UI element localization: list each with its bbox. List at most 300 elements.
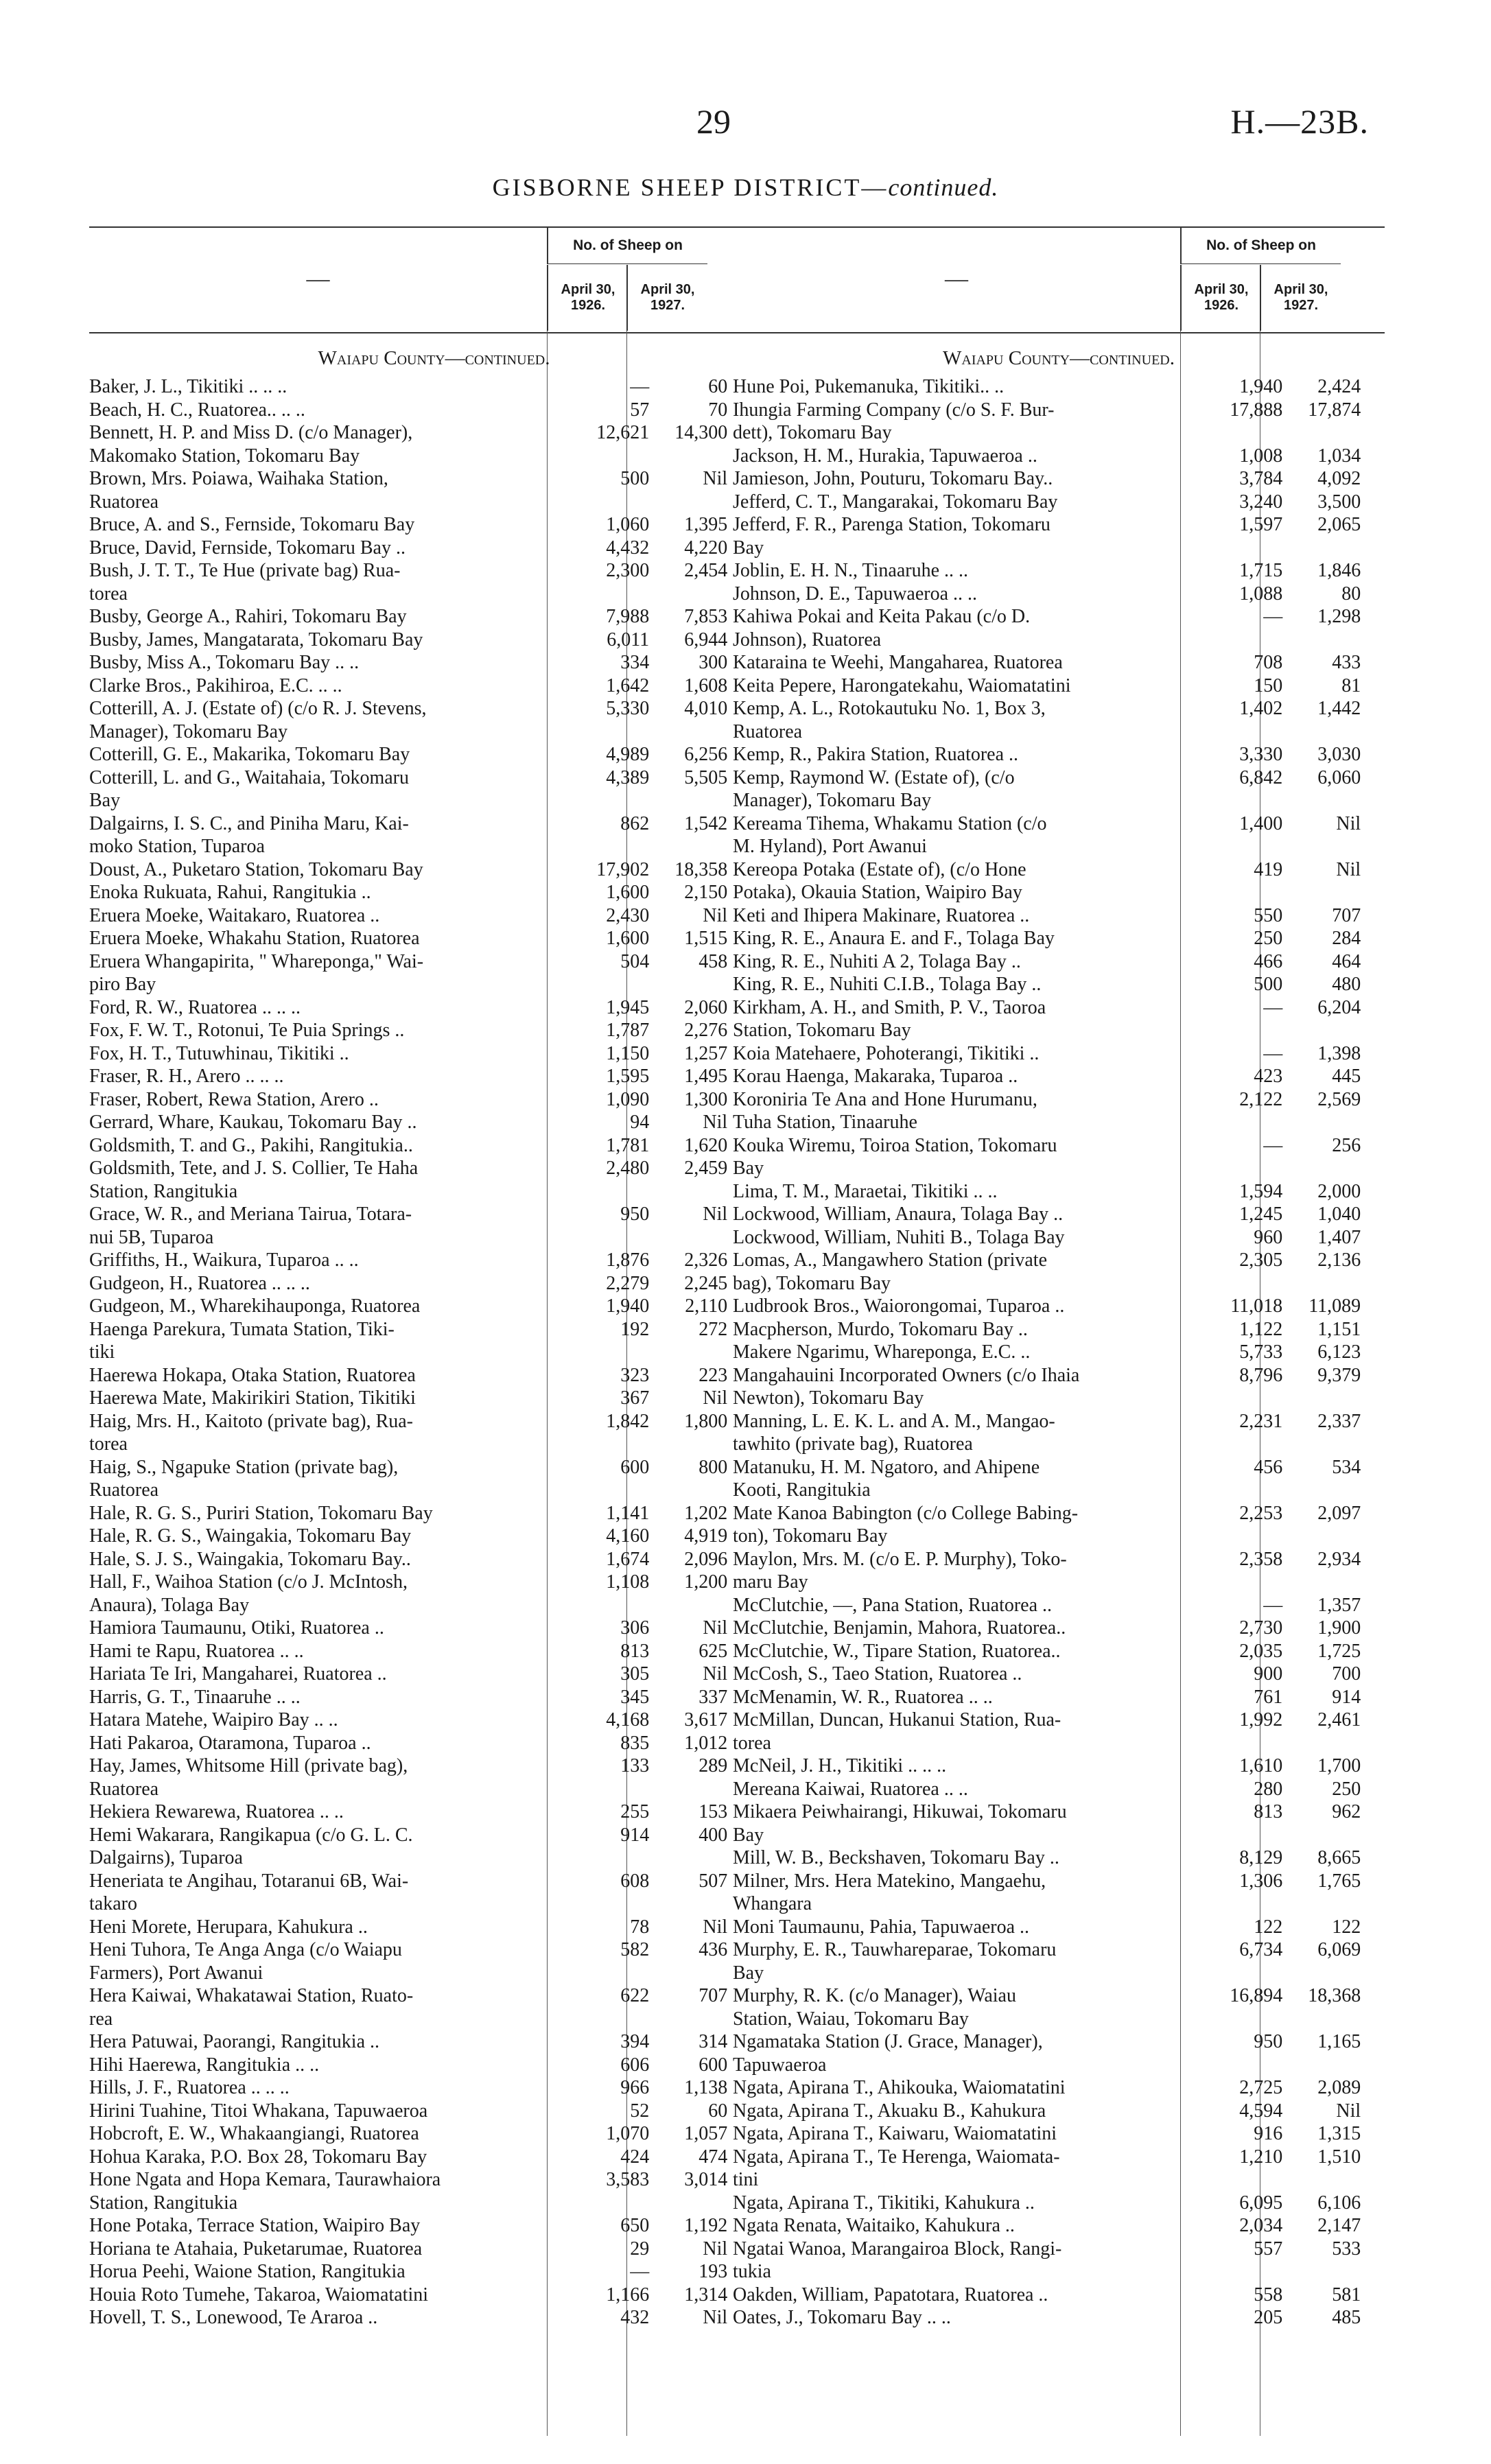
sheep-1926: 1,122: [1239, 1318, 1283, 1340]
sheep-1926: 16,894: [1230, 1985, 1283, 2006]
table-row: [733, 1180, 1385, 1204]
sheep-1926: 960: [1254, 1226, 1283, 1248]
sheep-1926: 1,400: [1239, 812, 1283, 834]
sheep-1926: 456: [1254, 1456, 1283, 1478]
owner-name: [733, 1134, 1207, 1180]
sheep-1926: 78: [630, 1916, 650, 1938]
owner-name: [89, 904, 574, 928]
sheep-1927: 14,300: [674, 422, 728, 443]
table-row: [733, 973, 1385, 996]
owner-name-line: Kirkham, A. H., and Smith, P. V., Taoroa: [733, 996, 1046, 1018]
sheep-1927: 1,495: [684, 1066, 728, 1087]
owner-name-line: Johnson, D. E., Tapuwaeroa .. ..: [733, 583, 978, 605]
sheep-1927: 18,358: [674, 858, 728, 880]
owner-name: [733, 651, 1207, 674]
table-row: [89, 1617, 779, 1640]
sheep-1927: 6,106: [1317, 2192, 1361, 2214]
sheep-1926: 4,989: [606, 744, 650, 765]
owner-name: [89, 1824, 574, 1870]
owner-name-line: Koia Matehaere, Pohoterangi, Tikitiki ..: [733, 1042, 1040, 1064]
owner-name: [733, 1065, 1207, 1088]
sheep-1926: 17,902: [596, 858, 650, 880]
owner-name-line: Kemp, A. L., Rotokautuku No. 1, Box 3,: [733, 698, 1046, 719]
table-body: [733, 347, 1385, 2330]
sheep-1927: 1,151: [1317, 1318, 1361, 1340]
table-row: [89, 2100, 779, 2123]
owner-name: [89, 858, 574, 882]
owner-name-line: Fox, H. T., Tutuwhinau, Tikitiki ..: [89, 1042, 349, 1064]
owner-name-continuation: ton), Tokomaru Bay: [733, 1525, 888, 1547]
owner-name-line: King, R. E., Nuhiti C.I.B., Tolaga Bay ..: [733, 974, 1042, 995]
table-row: [733, 1984, 1385, 2030]
sheep-1927: 914: [1332, 1686, 1361, 1708]
sheep-1926: 8,129: [1239, 1847, 1283, 1868]
sheep-1927: 60: [708, 2100, 728, 2122]
sheep-1927: 1,165: [1317, 2031, 1361, 2052]
owner-name-line: Haig, S., Ngapuke Station (private bag),: [89, 1456, 399, 1478]
owner-name: [733, 1778, 1207, 1801]
table-row: [733, 950, 1385, 974]
right-table: [733, 226, 1385, 2436]
table-row: [89, 1916, 779, 1939]
sheep-1927: 8,665: [1317, 1847, 1361, 1868]
sheep-1927: 6,204: [1317, 996, 1361, 1018]
sheep-1927: 962: [1332, 1801, 1361, 1822]
owner-name-line: Enoka Rukuata, Rahui, Rangitukia ..: [89, 882, 371, 903]
table-row: [733, 1870, 1385, 1916]
owner-name: [733, 2284, 1207, 2307]
owner-name-continuation: Station, Waiau, Tokomaru Bay: [733, 2008, 969, 2030]
table-row: [89, 1410, 779, 1456]
owner-name: [89, 1410, 574, 1456]
owner-name-line: Hami te Rapu, Ruatorea .. ..: [89, 1640, 304, 1662]
table-row: [733, 1088, 1385, 1134]
sheep-1926: 2,358: [1239, 1548, 1283, 1570]
owner-name: [733, 1916, 1207, 1939]
owner-name-line: Heneriata te Angihau, Totaranui 6B, Wai-: [89, 1870, 409, 1892]
table-header: [89, 226, 779, 333]
owner-name: [89, 399, 574, 422]
owner-name: [733, 1341, 1207, 1364]
sheep-1926: 2,035: [1239, 1640, 1283, 1662]
sheep-1926: 3,583: [606, 2169, 650, 2190]
table-row: [733, 467, 1385, 491]
table-row: [733, 1295, 1385, 1318]
table-row: [89, 2214, 779, 2238]
owner-name-line: Kataraina te Weehi, Mangaharea, Ruatorea: [733, 652, 1063, 673]
table-row: [733, 399, 1385, 445]
table-row: [89, 1272, 779, 1295]
owner-name-line: Cotterill, L. and G., Waitahaia, Tokomaru: [89, 766, 409, 788]
owner-name: [733, 674, 1207, 698]
owner-name-line: Kouka Wiremu, Toiroa Station, Tokomaru: [733, 1134, 1057, 1156]
sheep-1927: Nil: [703, 1916, 728, 1938]
sheep-1926: 1,008: [1239, 445, 1283, 467]
sheep-1927: 2,424: [1317, 376, 1361, 397]
owner-name: [733, 2030, 1207, 2076]
page-number: 29: [696, 102, 731, 141]
owner-name-line: Murphy, E. R., Tauwhareparae, Tokomaru: [733, 1939, 1057, 1960]
sheep-1926: 1,642: [606, 674, 650, 696]
owner-name-continuation: Station, Rangitukia: [89, 1180, 238, 1202]
sheep-1926: 250: [1254, 928, 1283, 949]
sheep-1927: Nil: [1336, 858, 1361, 880]
owner-name: [89, 467, 574, 513]
sheep-1927: 2,569: [1317, 1088, 1361, 1110]
sheep-1926: 1,842: [606, 1410, 650, 1432]
owner-name-line: Joblin, E. H. N., Tinaaruhe .. ..: [733, 560, 968, 581]
table-row: [733, 1226, 1385, 1249]
owner-name: [89, 629, 574, 652]
table-row: [89, 1984, 779, 2030]
owner-name-line: Hobcroft, E. W., Whakaangiangi, Ruatorea: [89, 2123, 419, 2144]
sheep-1926: —: [1263, 1134, 1283, 1156]
owner-name-line: Hatara Matehe, Waipiro Bay .. ..: [89, 1709, 338, 1730]
owner-name-continuation: piro Bay: [89, 974, 156, 995]
table-row: [89, 697, 779, 743]
owner-name: [89, 1709, 574, 1732]
owner-name-continuation: Johnson), Ruatorea: [733, 629, 882, 650]
owner-name-line: Oakden, William, Papatotara, Ruatorea ..: [733, 2284, 1048, 2305]
table-header: [733, 226, 1385, 333]
sheep-1927: Nil: [703, 2238, 728, 2260]
sheep-1927: 289: [698, 1755, 728, 1776]
owner-name-line: Bruce, David, Fernside, Tokomaru Bay ..: [89, 537, 406, 559]
owner-name-continuation: M. Hyland), Port Awanui: [733, 836, 927, 857]
sheep-1926: 1,876: [606, 1249, 650, 1271]
table-row: [89, 513, 779, 537]
owner-name-line: Lomas, A., Mangawhero Station (private: [733, 1249, 1048, 1271]
sheep-1926: 323: [620, 1364, 650, 1386]
owner-name-continuation: Bay: [89, 790, 121, 811]
owner-name-line: McCosh, S., Taeo Station, Ruatorea ..: [733, 1663, 1022, 1685]
owner-name: [89, 1502, 574, 1525]
owner-name: [89, 2146, 574, 2169]
owner-name-line: Harris, G. T., Tinaaruhe .. ..: [89, 1686, 301, 1708]
owner-name-line: Griffiths, H., Waikura, Tuparoa .. ..: [89, 1249, 359, 1271]
owner-name-line: Haerewa Hokapa, Otaka Station, Ruatorea: [89, 1364, 416, 1386]
sheep-1927: Nil: [1336, 812, 1361, 834]
table-row: [733, 1364, 1385, 1410]
sheep-1926: 4,160: [606, 1525, 650, 1547]
owner-name-continuation: Kooti, Rangitukia: [733, 1479, 871, 1501]
sheep-1927: 534: [1332, 1456, 1361, 1478]
table-row: [733, 2306, 1385, 2330]
table-row: [89, 766, 779, 812]
owner-name-line: Hone Ngata and Hopa Kemara, Taurawhaiora: [89, 2169, 441, 2190]
table-row: [733, 904, 1385, 928]
table-row: [89, 1134, 779, 1158]
sheep-1926: 466: [1254, 950, 1283, 972]
owner-name: [89, 743, 574, 766]
owner-name-line: Hohua Karaka, P.O. Box 28, Tokomaru Bay: [89, 2146, 427, 2168]
owner-name: [733, 605, 1207, 651]
sheep-1926: 52: [630, 2100, 650, 2122]
sheep-1927: 1,620: [684, 1134, 728, 1156]
table-row: [733, 2030, 1385, 2076]
sheep-1927: 314: [698, 2031, 728, 2052]
sheep-1927: 445: [1332, 1066, 1361, 1087]
sheep-1926: 1,715: [1239, 560, 1283, 581]
owner-name-line: Hirini Tuahine, Titoi Whakana, Tapuwaeroa: [89, 2100, 428, 2122]
owner-name-line: Mereana Kaiwai, Ruatorea .. ..: [733, 1778, 968, 1800]
sheep-1926: 558: [1254, 2284, 1283, 2305]
owner-name-line: Makere Ngarimu, Whareponga, E.C. ..: [733, 1341, 1031, 1363]
owner-name-line: Mill, W. B., Beckshaven, Tokomaru Bay ..: [733, 1847, 1059, 1868]
table-row: [89, 1755, 779, 1800]
table-row: [89, 2146, 779, 2169]
owner-name: [733, 1456, 1207, 1502]
table-row: [733, 996, 1385, 1042]
table-row: [89, 1456, 779, 1502]
owner-name: [733, 559, 1207, 583]
sheep-1926: 306: [620, 1617, 650, 1639]
sheep-1927: 1,542: [684, 812, 728, 834]
owner-name-line: Hera Kaiwai, Whakatawai Station, Ruato-: [89, 1985, 414, 2006]
owner-name: [89, 1042, 574, 1066]
owner-name: [733, 1870, 1207, 1916]
owner-name: [733, 1755, 1207, 1778]
sheep-1927: 2,065: [1317, 514, 1361, 535]
sheep-1927: 1,398: [1317, 1042, 1361, 1064]
owner-name-continuation: tiki: [89, 1341, 115, 1363]
owner-name-continuation: Manager), Tokomaru Bay: [89, 720, 288, 742]
sheep-1926: 6,011: [607, 629, 650, 650]
sheep-1927: 60: [708, 376, 728, 397]
table-row: [89, 1295, 779, 1318]
table-row: [733, 1065, 1385, 1088]
owner-name: [89, 1686, 574, 1709]
owner-name-line: McClutchie, Benjamin, Mahora, Ruatorea..: [733, 1617, 1066, 1639]
sheep-1927: 1,900: [1317, 1617, 1361, 1639]
table-row: [89, 1870, 779, 1916]
table-row: [89, 1364, 779, 1387]
owner-name: [733, 2076, 1207, 2100]
sheep-1927: 11,089: [1308, 1295, 1361, 1317]
table-row: [733, 1778, 1385, 1801]
table-row: [89, 1640, 779, 1663]
table-row: [89, 1088, 779, 1112]
owner-name-line: Heni Tuhora, Te Anga Anga (c/o Waiapu: [89, 1939, 402, 1960]
owner-name-continuation: Newton), Tokomaru Bay: [733, 1387, 924, 1409]
owner-name-line: Manning, L. E. K. L. and A. M., Mangao-: [733, 1410, 1055, 1432]
owner-name-continuation: tini: [733, 2169, 759, 2190]
owner-name-line: Eruera Whangapirita, " Whareponga," Wai-: [89, 950, 424, 972]
table-row: [733, 513, 1385, 559]
sheep-1927: 433: [1332, 652, 1361, 673]
sheep-1927: 3,617: [684, 1709, 728, 1730]
table-row: [89, 2284, 779, 2307]
sheep-1926: 500: [1254, 974, 1283, 995]
table-row: [89, 1019, 779, 1042]
sheep-1927: 2,000: [1317, 1180, 1361, 1202]
table-row: [733, 858, 1385, 904]
owner-name: [733, 743, 1207, 766]
owner-name-line: Baker, J. L., Tikitiki .. .. ..: [89, 376, 287, 397]
owner-name-continuation: Station, Tokomaru Bay: [733, 1020, 911, 1041]
sheep-1927: 4,010: [684, 698, 728, 719]
sheep-1926: 550: [1254, 904, 1283, 926]
owner-name: [89, 1640, 574, 1663]
sheep-1927: 1,200: [684, 1571, 728, 1593]
sheep-1927: 70: [708, 399, 728, 421]
owner-name-line: Clarke Bros., Pakihiroa, E.C. .. ..: [89, 674, 342, 696]
table-row: [89, 1203, 779, 1249]
owner-name-line: Hale, R. G. S., Waingakia, Tokomaru Bay: [89, 1525, 412, 1547]
owner-name: [733, 1318, 1207, 1341]
sheep-1926: 205: [1254, 2307, 1283, 2328]
owner-name-line: Ngamataka Station (J. Grace, Manager),: [733, 2031, 1043, 2052]
sheep-1926: 334: [620, 652, 650, 673]
owner-name-line: Horiana te Atahaia, Puketarumae, Ruatorea: [89, 2238, 423, 2260]
sheep-1926: 1,595: [606, 1066, 650, 1087]
description-header: —: [945, 266, 968, 292]
owner-name-continuation: tukia: [733, 2261, 771, 2282]
owner-name-continuation: torea: [89, 583, 128, 605]
table-row: [733, 1617, 1385, 1640]
table-row: [733, 1686, 1385, 1709]
owner-name-line: Eruera Moeke, Waitakaro, Ruatorea ..: [89, 904, 380, 926]
sheep-1926: 966: [620, 2077, 650, 2098]
sheep-1927: 707: [698, 1985, 728, 2006]
table-row: [89, 537, 779, 560]
owner-name: [89, 766, 574, 812]
table-body: [89, 347, 779, 2330]
owner-name-line: Oates, J., Tokomaru Bay .. ..: [733, 2307, 951, 2328]
owner-name-line: Mikaera Peiwhairangi, Hikuwai, Tokomaru: [733, 1801, 1067, 1822]
owner-name-line: Ngata, Apirana T., Te Herenga, Waiomata-: [733, 2146, 1060, 2168]
owner-name-line: Jefferd, C. T., Mangarakai, Tokomaru Bay: [733, 491, 1058, 513]
sheep-1927: 272: [698, 1318, 728, 1340]
sheep-1927: 1,192: [684, 2215, 728, 2236]
sheep-1926: 12,621: [596, 422, 650, 443]
sheep-1926: 394: [620, 2031, 650, 2052]
owner-name: [733, 513, 1207, 559]
owner-name-line: Milner, Mrs. Hera Matekino, Mangaehu,: [733, 1870, 1046, 1892]
owner-name: [733, 766, 1207, 812]
owner-name-line: Keti and Ihipera Makinare, Ruatorea ..: [733, 904, 1030, 926]
sheep-1927: 458: [698, 950, 728, 972]
owner-name-line: Koroniria Te Ana and Hone Hurumanu,: [733, 1088, 1037, 1110]
owner-name: [89, 1732, 574, 1755]
owner-name: [89, 513, 574, 537]
sheep-1926: 582: [620, 1939, 650, 1960]
owner-name: [733, 1502, 1207, 1548]
owner-name: [733, 583, 1207, 606]
sheep-1926: 950: [620, 1204, 650, 1225]
table-row: [89, 2122, 779, 2146]
table-row: [89, 421, 779, 467]
sheep-1927: 2,096: [684, 1548, 728, 1570]
owner-name-line: King, R. E., Anaura E. and F., Tolaga Bay: [733, 928, 1055, 949]
sheep-1927: 700: [1332, 1663, 1361, 1685]
owner-name: [89, 605, 574, 629]
owner-name: [89, 697, 574, 743]
sheep-1927: 4,919: [684, 1525, 728, 1547]
sheep-1927: Nil: [703, 1204, 728, 1225]
sheep-1927: 2,089: [1317, 2077, 1361, 2098]
table-row: [733, 1548, 1385, 1594]
owner-name-line: Hall, F., Waihoa Station (c/o J. McIntosh,: [89, 1571, 408, 1593]
sheep-1926: 1,992: [1239, 1709, 1283, 1730]
owner-name-line: Lima, T. M., Maraetai, Tikitiki .. ..: [733, 1180, 998, 1202]
sheep-1926: 4,389: [606, 766, 650, 788]
description-header: —: [306, 266, 330, 292]
owner-name: [733, 1410, 1207, 1456]
sheep-1926: 4,432: [606, 537, 650, 559]
owner-name: [89, 1088, 574, 1112]
document-reference: H.—23B.: [1230, 102, 1369, 141]
sheep-1926: —: [1263, 606, 1283, 627]
sheep-1927: 2,097: [1317, 1502, 1361, 1524]
sheep-1926: 1,787: [606, 1020, 650, 1041]
owner-name-continuation: Manager), Tokomaru Bay: [733, 790, 932, 811]
table-row: [733, 812, 1385, 858]
owner-name-line: Kemp, R., Pakira Station, Ruatorea ..: [733, 744, 1019, 765]
sheep-1927: 1,442: [1317, 698, 1361, 719]
owner-name-continuation: Makomako Station, Tokomaru Bay: [89, 445, 360, 467]
table-row: [89, 1249, 779, 1272]
sheep-1927: 1,034: [1317, 445, 1361, 467]
owner-name: [733, 1663, 1207, 1686]
column-1926-header: April 30, 1926.: [1180, 265, 1261, 331]
sheep-1927: Nil: [703, 468, 728, 489]
table-row: [733, 1456, 1385, 1502]
owner-name: [89, 1111, 574, 1134]
sheep-1926: 192: [620, 1318, 650, 1340]
table-row: [733, 1709, 1385, 1755]
table-row: [89, 812, 779, 858]
sheep-1927: 1,510: [1317, 2146, 1361, 2168]
sheep-1926: 122: [1254, 1916, 1283, 1938]
sheep-1926: 7,988: [606, 606, 650, 627]
table-row: [733, 1341, 1385, 1364]
table-row: [89, 1548, 779, 1571]
sheep-1926: 423: [1254, 1066, 1283, 1087]
table-row: [89, 950, 779, 996]
table-row: [733, 1203, 1385, 1226]
table-row: [89, 2054, 779, 2077]
sheep-1926: 345: [620, 1686, 650, 1708]
owner-name-continuation: Farmers), Port Awanui: [89, 1962, 263, 1984]
owner-name-line: Busby, George A., Rahiri, Tokomaru Bay: [89, 606, 407, 627]
sheep-1927: 2,150: [684, 882, 728, 903]
sheep-1926: 2,430: [606, 904, 650, 926]
owner-name-line: Hovell, T. S., Lonewood, Te Araroa ..: [89, 2307, 378, 2328]
owner-name-line: Hamiora Taumaunu, Otiki, Ruatorea ..: [89, 1617, 384, 1639]
sheep-1926: 1,597: [1239, 514, 1283, 535]
sheep-1927: 1,700: [1317, 1755, 1361, 1776]
column-1926-header: April 30, 1926.: [547, 265, 628, 331]
sheep-1927: 80: [1341, 583, 1361, 605]
sheep-1926: 557: [1254, 2238, 1283, 2260]
table-row: [89, 399, 779, 422]
sheep-1927: 7,853: [684, 606, 728, 627]
sheep-1927: 2,276: [684, 1020, 728, 1041]
sheep-1926: 305: [620, 1663, 650, 1685]
sheep-1926: 6,734: [1239, 1939, 1283, 1960]
sheep-1926: 862: [620, 812, 650, 834]
table-row: [89, 1571, 779, 1617]
owner-name: [733, 2214, 1207, 2238]
owner-name-line: Heni Morete, Herupara, Kahukura ..: [89, 1916, 368, 1938]
owner-name-line: Moni Taumaunu, Pahia, Tapuwaeroa ..: [733, 1916, 1030, 1938]
table-row: [89, 605, 779, 629]
table-row: [733, 1594, 1385, 1617]
sheep-1927: 250: [1332, 1778, 1361, 1800]
owner-name: [89, 2238, 574, 2261]
sheep-1927: 6,069: [1317, 1939, 1361, 1960]
